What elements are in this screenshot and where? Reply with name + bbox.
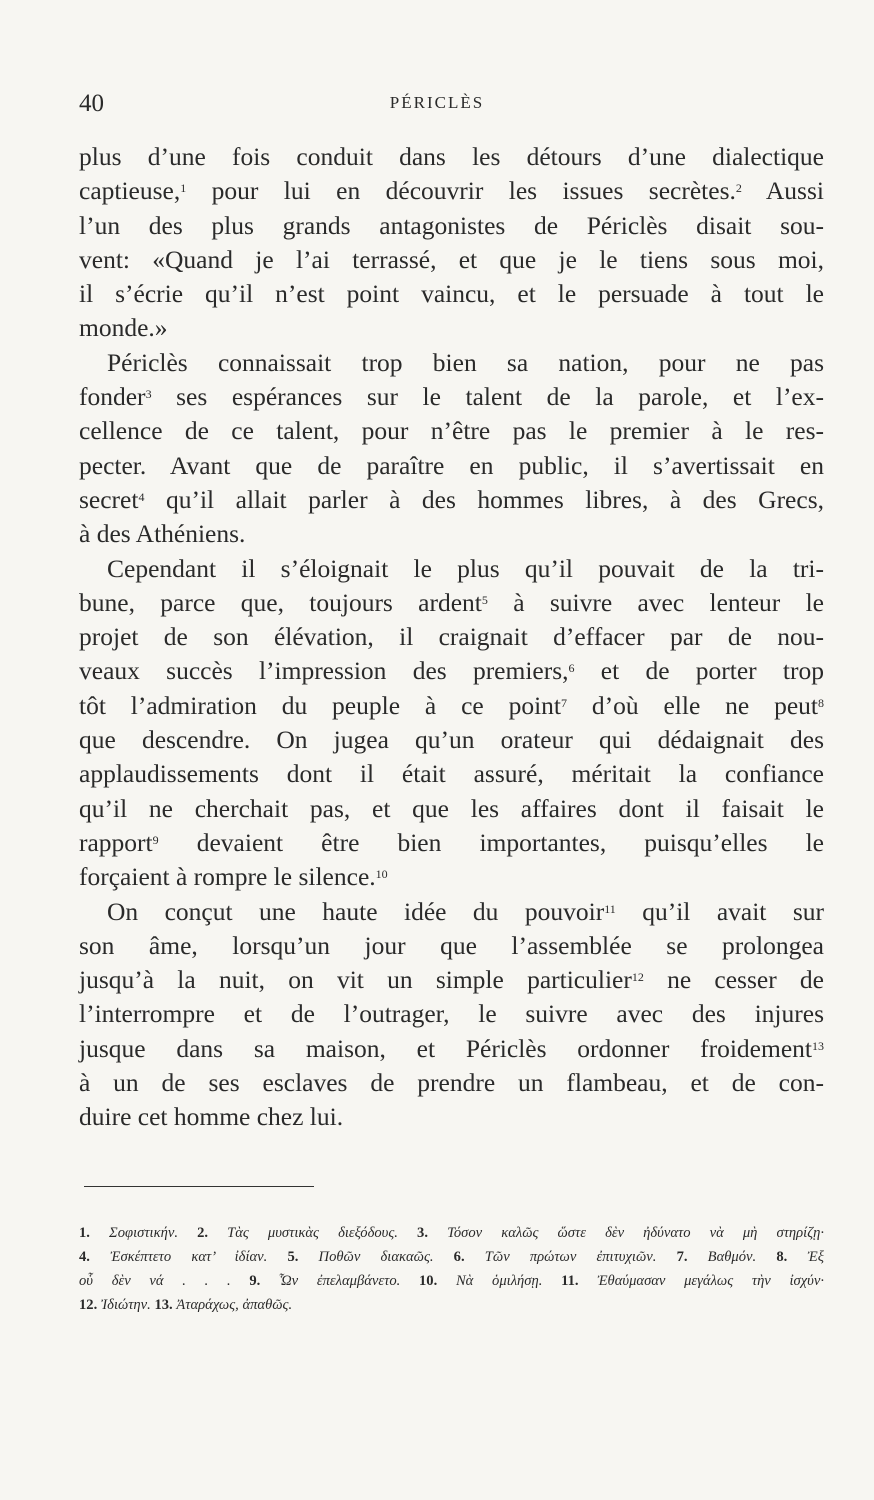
text-line: [79, 483, 824, 517]
text-segment: rapport: [79, 827, 153, 857]
text-segment: On conçut une haute idée du pouvoir: [107, 896, 605, 926]
footnote-number: 1.: [79, 1225, 90, 1241]
footnote-line: [79, 1221, 824, 1245]
footnote-number: 13.: [154, 1297, 173, 1313]
text-segment: pour lui en découvrir les issues secrètes.: [186, 176, 736, 206]
text-line: [79, 311, 824, 345]
footnote-gloss: Σοφιστικήν.: [89, 1225, 198, 1241]
text-line: [79, 757, 824, 791]
footnote-gloss: Τόσον καλῶς ὥστε δὲν ἠδύνατο νὰ μὴ στηρίζῃ·: [427, 1225, 825, 1241]
text-line: [79, 1032, 824, 1066]
footnote-reference: 1: [180, 181, 187, 196]
footnote-reference: 5: [481, 592, 488, 607]
footnote-reference: 3: [145, 386, 152, 401]
text-line: [79, 346, 824, 380]
footnote-reference: 10: [375, 867, 388, 882]
text-line: [79, 1100, 824, 1134]
footnote-number: 4.: [79, 1249, 90, 1265]
text-line: [79, 929, 824, 963]
footnote-gloss: Ἰδιώτην.: [97, 1297, 155, 1313]
text-segment: secret: [79, 484, 139, 514]
text-segment: Cependant il s’éloignait le plus qu’il pouvait de la tri-: [107, 553, 824, 583]
text-line: [79, 586, 824, 620]
text-segment: l’interrompre et de l’outrager, le suivre avec des injures: [79, 999, 824, 1029]
text-segment: jusqu’à la nuit, on vit un simple particulier: [79, 965, 632, 995]
footnote-line: [79, 1269, 824, 1293]
footnote-reference: 13: [812, 1038, 824, 1053]
text-segment: duire cet homme chez lui.: [79, 1102, 344, 1132]
footnote-gloss: Ἐξ: [787, 1249, 825, 1265]
footnote-gloss: Ποθῶν διακαῶς.: [298, 1249, 454, 1265]
footnote-gloss: Νὰ ὁμιλήσῃ.: [437, 1273, 562, 1289]
footnote-gloss: οὗ δὲν νά . . .: [79, 1273, 250, 1289]
text-line: [79, 826, 824, 860]
text-segment: d’où elle ne peut: [567, 690, 818, 720]
text-segment: pecter. Avant que de paraître en public, il s’avertissait en: [79, 450, 824, 480]
text-segment: il s’écrie qu’il n’est point vaincu, et le persuade à tout le: [79, 279, 824, 309]
text-line: [79, 449, 824, 483]
footnote-reference: 11: [604, 901, 616, 916]
text-segment: qu’il ne cherchait pas, et que les affaires dont il faisait le: [79, 793, 824, 823]
text-segment: l’un des plus grands antagonistes de Périclès disait sou-: [79, 210, 824, 240]
footnote-reference: 6: [568, 661, 575, 676]
text-line: [79, 243, 824, 277]
text-segment: Aussi: [741, 176, 824, 206]
footnote-number: 12.: [79, 1297, 98, 1313]
footnote-number: 10.: [419, 1273, 438, 1289]
text-line: [79, 552, 824, 586]
text-segment: jusque dans sa maison, et Périclès ordonner froidement: [79, 1033, 812, 1063]
body-text: [79, 140, 824, 1135]
text-segment: que descendre. On jugea qu’un orateur qui dédaignait des: [79, 725, 824, 755]
footnote-gloss: Ὧν ἐπελαμβάνετο.: [260, 1273, 419, 1289]
text-segment: vent: «Quand je l’ai terrassé, et que je le tiens sous moi,: [79, 244, 824, 274]
text-line: [79, 792, 824, 826]
text-segment: applaudissements dont il était assuré, méritait la confiance: [79, 759, 824, 789]
text-segment: veaux succès l’impression des premiers,: [79, 656, 569, 686]
text-segment: tôt l’admiration du peuple à ce point: [79, 690, 562, 720]
footnote-reference: 4: [138, 489, 145, 504]
text-line: [79, 414, 824, 448]
text-line: [79, 140, 824, 174]
footnote-line: [79, 1245, 824, 1269]
text-line: [79, 174, 824, 208]
text-line: [79, 517, 824, 551]
text-line: [79, 723, 824, 757]
text-segment: son âme, lorsqu’un jour que l’assemblée se prolongea: [79, 930, 824, 960]
footnote-reference: 9: [152, 832, 159, 847]
footnote-number: 6.: [453, 1249, 465, 1265]
running-title: PÉRICLÈS: [389, 93, 485, 112]
footnote-reference: 7: [561, 695, 568, 710]
text-line: [79, 963, 824, 997]
footnote-gloss: Ἐσκέπτετο κατ’ ἰδίαν.: [89, 1249, 288, 1265]
text-line: [79, 209, 824, 243]
text-segment: fonder: [79, 382, 146, 412]
footnote-reference: 2: [735, 181, 742, 196]
text-segment: plus d’une fois conduit dans les détours d’une dialectique: [79, 142, 824, 171]
footnote-divider: [84, 1186, 314, 1187]
text-line: [79, 997, 824, 1031]
footnote-reference: 12: [631, 969, 644, 984]
text-segment: cellence de ce talent, pour n’être pas le premier à le res-: [79, 416, 824, 446]
text-segment: captieuse,: [79, 176, 181, 206]
text-line: [79, 654, 824, 688]
text-segment: ne cesser de: [643, 965, 824, 995]
footnote-number: 3.: [417, 1225, 428, 1241]
text-segment: projet de son élévation, il craignait d’effacer par de nou-: [79, 622, 824, 652]
text-line: [79, 620, 824, 654]
text-segment: Périclès connaissait trop bien sa nation, pour ne pas: [107, 347, 824, 377]
footnotes: [79, 1221, 824, 1317]
footnote-number: 9.: [249, 1273, 261, 1289]
text-line: [79, 689, 824, 723]
text-segment: ses espérances sur le talent de la parole, et l’ex-: [151, 382, 824, 412]
text-segment: forçaient à rompre le silence.: [79, 862, 376, 892]
footnote-gloss: Τὰς μυστικὰς διεξόδους.: [208, 1225, 418, 1241]
text-segment: à un de ses esclaves de prendre un flambeau, et de con-: [79, 1068, 824, 1098]
footnote-line: [79, 1293, 824, 1317]
text-segment: à des Athéniens.: [79, 519, 246, 549]
footnote-gloss: Τῶν πρώτων ἐπιτυχιῶν.: [464, 1249, 677, 1265]
footnote-number: 8.: [776, 1249, 788, 1265]
page-number: 40: [79, 90, 104, 117]
footnote-number: 5.: [287, 1249, 299, 1265]
footnote-number: 7.: [676, 1249, 688, 1265]
footnote-reference: 8: [818, 695, 824, 710]
text-segment: et de porter trop: [574, 656, 824, 686]
footnote-number: 11.: [561, 1273, 579, 1289]
text-segment: bune, parce que, toujours ardent: [79, 587, 482, 617]
text-segment: à suivre avec lenteur le: [487, 587, 824, 617]
footnote-gloss: Ἐθαύμασαν μεγάλως τὴν ἰσχύν·: [578, 1273, 824, 1289]
footnote-number: 2.: [197, 1225, 209, 1241]
text-line: [79, 895, 824, 929]
footnote-gloss: Βαθμόν.: [687, 1249, 777, 1265]
text-line: [79, 860, 824, 894]
footnote-gloss: Ἀταράχως, ἀπαθῶς.: [172, 1297, 293, 1313]
text-segment: devaient être bien importantes, puisqu’elles le: [158, 827, 824, 857]
text-line: [79, 380, 824, 414]
text-line: [79, 1066, 824, 1100]
text-line: [79, 277, 824, 311]
text-segment: monde.»: [79, 313, 168, 343]
text-segment: qu’il avait sur: [615, 896, 824, 926]
text-segment: qu’il allait parler à des hommes libres, à des Grecs,: [144, 484, 824, 514]
